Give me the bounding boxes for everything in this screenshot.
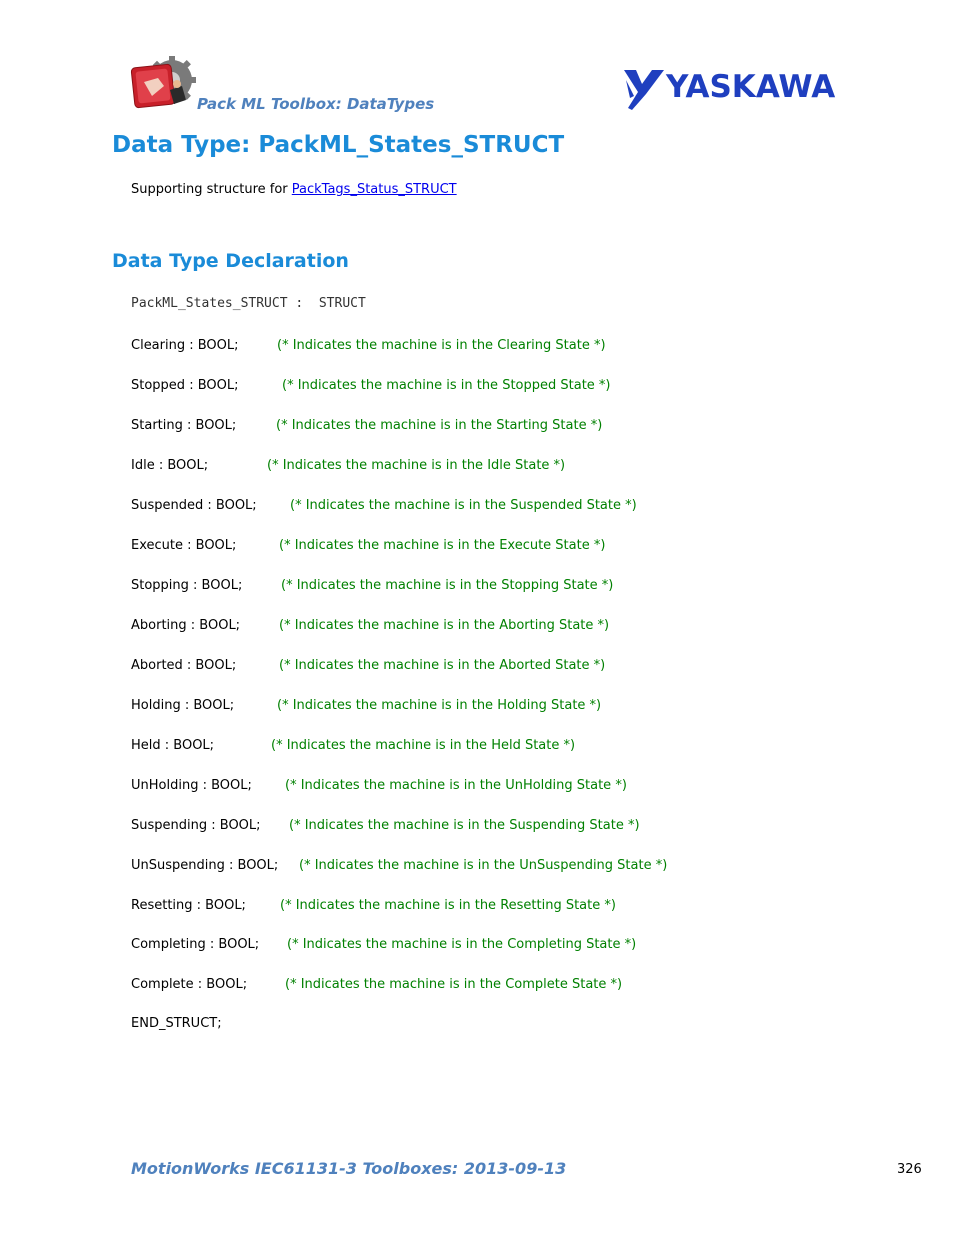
field-declaration: Aborted : BOOL; xyxy=(131,658,237,673)
field-comment: (* Indicates the machine is in the Suspending State *) xyxy=(289,818,640,833)
struct-field-row xyxy=(131,337,606,355)
field-comment: (* Indicates the machine is in the UnHolding State *) xyxy=(285,778,627,793)
struct-field-row xyxy=(131,897,616,915)
field-comment: (* Indicates the machine is in the Completing State *) xyxy=(287,937,637,952)
struct-field-row xyxy=(131,657,606,675)
field-comment: (* Indicates the machine is in the Complete State *) xyxy=(285,977,623,992)
struct-field-row xyxy=(131,377,611,395)
field-declaration: Stopped : BOOL; xyxy=(131,378,239,393)
struct-field-row xyxy=(131,936,637,954)
field-declaration: Starting : BOOL; xyxy=(131,418,237,433)
field-comment: (* Indicates the machine is in the Clearing State *) xyxy=(277,338,606,353)
field-declaration: Clearing : BOOL; xyxy=(131,338,239,353)
brand-wordmark: YASKAWA xyxy=(666,69,836,105)
field-declaration: Idle : BOOL; xyxy=(131,458,209,473)
field-declaration: Complete : BOOL; xyxy=(131,977,248,992)
struct-field-row xyxy=(131,777,627,795)
struct-field-row xyxy=(131,577,614,595)
struct-field-row xyxy=(131,497,637,515)
field-declaration: Held : BOOL; xyxy=(131,738,215,753)
intro-text xyxy=(131,182,457,197)
field-declaration: Stopping : BOOL; xyxy=(131,578,243,593)
field-comment: (* Indicates the machine is in the Starting State *) xyxy=(276,418,603,433)
intro-label: Supporting structure for xyxy=(131,182,292,197)
packtags-status-struct-link[interactable]: PackTags_Status_STRUCT xyxy=(291,182,457,197)
field-comment: (* Indicates the machine is in the Stopping State *) xyxy=(281,578,614,593)
field-comment: (* Indicates the machine is in the Idle State *) xyxy=(267,458,566,473)
field-declaration: UnHolding : BOOL; xyxy=(131,778,252,793)
section-title: Data Type Declaration xyxy=(112,250,349,272)
field-comment: (* Indicates the machine is in the Stopped State *) xyxy=(282,378,611,393)
field-declaration: Completing : BOOL; xyxy=(131,937,260,952)
toolbox-logo xyxy=(130,56,200,112)
field-comment: (* Indicates the machine is in the Suspended State *) xyxy=(290,498,637,513)
field-comment: (* Indicates the machine is in the UnSuspending State *) xyxy=(299,858,668,873)
struct-field-row xyxy=(131,817,640,835)
field-declaration: Suspended : BOOL; xyxy=(131,498,257,513)
field-declaration: Resetting : BOOL; xyxy=(131,898,246,913)
field-comment: (* Indicates the machine is in the Aborted State *) xyxy=(279,658,606,673)
struct-field-row xyxy=(131,417,603,435)
struct-field-row xyxy=(131,617,610,635)
page-number: 326 xyxy=(897,1162,922,1177)
footer-title: MotionWorks IEC61131-3 Toolboxes: 2013-09-13 xyxy=(131,1159,567,1178)
struct-field-row xyxy=(131,737,576,755)
header-title: Pack ML Toolbox: DataTypes xyxy=(197,95,435,113)
field-declaration: Suspending : BOOL; xyxy=(131,818,261,833)
struct-field-row xyxy=(131,976,623,994)
struct-field-row xyxy=(131,857,668,875)
yaskawa-logo xyxy=(622,66,846,112)
field-comment: (* Indicates the machine is in the Holding State *) xyxy=(277,698,602,713)
field-declaration: Holding : BOOL; xyxy=(131,698,235,713)
field-comment: (* Indicates the machine is in the Held State *) xyxy=(271,738,576,753)
struct-declaration: PackML_States_STRUCT : STRUCT xyxy=(131,296,366,311)
field-comment: (* Indicates the machine is in the Resetting State *) xyxy=(280,898,616,913)
struct-field-row xyxy=(131,537,606,555)
struct-field-row xyxy=(131,457,566,475)
field-declaration: UnSuspending : BOOL; xyxy=(131,858,279,873)
field-declaration: Aborting : BOOL; xyxy=(131,618,241,633)
field-comment: (* Indicates the machine is in the Aborting State *) xyxy=(279,618,610,633)
struct-field-row xyxy=(131,697,602,715)
page-title: Data Type: PackML_States_STRUCT xyxy=(112,132,565,158)
field-declaration: Execute : BOOL; xyxy=(131,538,237,553)
field-comment: (* Indicates the machine is in the Execute State *) xyxy=(279,538,606,553)
end-struct: END_STRUCT; xyxy=(131,1016,222,1031)
